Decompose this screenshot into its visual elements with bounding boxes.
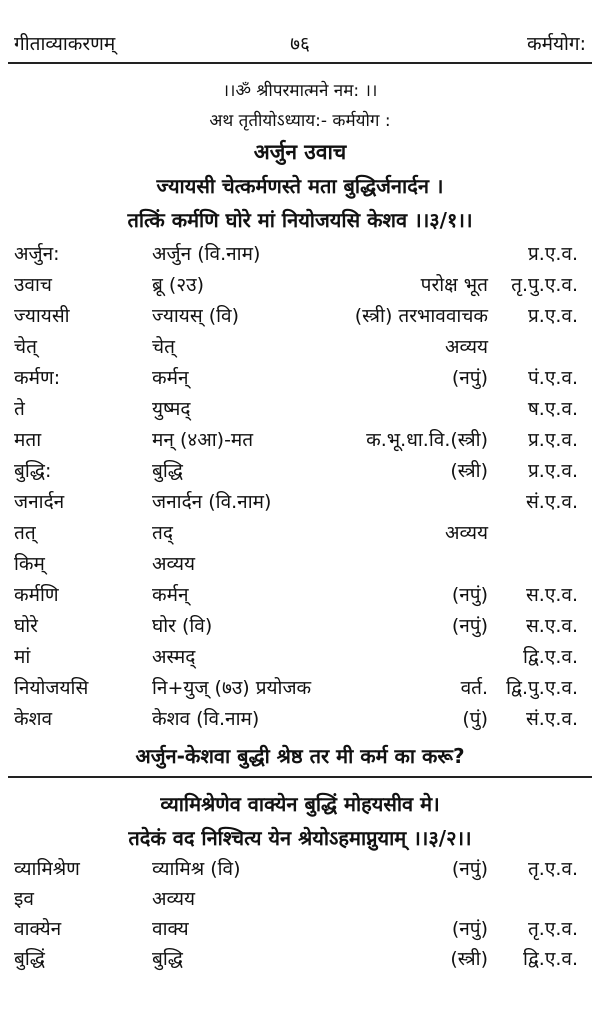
root-cell: घोर (वि) bbox=[152, 615, 213, 637]
verse-1-line-1: ज्यायसी चेत्कर्मणस्ते मता बुद्धिर्जनार्दन । bbox=[156, 174, 444, 198]
grammar-row bbox=[0, 945, 600, 975]
case-cell: तृ.ए.व. bbox=[527, 858, 578, 880]
word-cell: बुद्धि: bbox=[14, 460, 52, 482]
invocation: ।।ॐ श्रीपरमात्मने नम: ।। bbox=[222, 81, 378, 101]
root-cell: तद् bbox=[152, 522, 173, 544]
grammar-row bbox=[0, 364, 600, 394]
root-cell: युष्मद् bbox=[152, 398, 191, 420]
case-cell: स.ए.व. bbox=[525, 615, 578, 637]
grammar-row bbox=[0, 855, 600, 885]
word-cell: जनार्दन bbox=[14, 491, 65, 513]
root-cell: ब्रू (२उ) bbox=[152, 274, 205, 296]
word-cell: तत् bbox=[14, 522, 36, 544]
word-cell: वाक्येन bbox=[14, 918, 62, 940]
grammar-row bbox=[0, 674, 600, 704]
word-cell: चेत् bbox=[14, 336, 37, 358]
case-cell: प्र.ए.व. bbox=[527, 305, 578, 327]
grammar-row bbox=[0, 581, 600, 611]
word-cell: उवाच bbox=[14, 274, 52, 296]
commentary: अर्जुन-केशवा बुद्धी श्रेष्ठ तर मी कर्म का करू? bbox=[135, 744, 465, 768]
grammar-row bbox=[0, 395, 600, 425]
case-cell: प्र.ए.व. bbox=[527, 460, 578, 482]
grammar-row bbox=[0, 488, 600, 518]
root-cell: वाक्य bbox=[152, 918, 189, 940]
page-number: ७६ bbox=[290, 33, 310, 55]
root-cell: अर्जुन (वि.नाम) bbox=[152, 243, 261, 265]
verse-2-line-2: तदेकं वद निश्चित्य येन श्रेयोऽहमाप्नुयाम् ।।३/२।। bbox=[128, 826, 472, 850]
note-cell: (नपुं) bbox=[451, 615, 488, 637]
case-cell: द्वि.पु.ए.व. bbox=[506, 677, 578, 699]
word-cell: केशव bbox=[14, 708, 53, 730]
word-cell: कर्मण: bbox=[14, 367, 61, 389]
case-cell: सं.ए.व. bbox=[525, 708, 578, 730]
grammar-row bbox=[0, 302, 600, 332]
word-cell: बुद्धिं bbox=[14, 948, 45, 970]
note-cell: क.भू.धा.वि.(स्त्री) bbox=[366, 429, 488, 451]
case-cell: द्वि.ए.व. bbox=[522, 948, 578, 970]
chapter-name: कर्मयोग: bbox=[527, 33, 586, 55]
root-cell: जनार्दन (वि.नाम) bbox=[152, 491, 272, 513]
word-cell: ते bbox=[14, 398, 25, 420]
grammar-row bbox=[0, 915, 600, 945]
root-cell: मन् (४आ)-मत bbox=[152, 429, 254, 451]
root-cell: अव्यय bbox=[152, 888, 196, 910]
case-cell: द्वि.ए.व. bbox=[522, 646, 578, 668]
word-cell: ज्यायसी bbox=[14, 305, 70, 327]
note-cell: अव्यय bbox=[444, 336, 488, 358]
root-cell: केशव (वि.नाम) bbox=[152, 708, 260, 730]
running-head bbox=[14, 30, 586, 60]
grammar-row bbox=[0, 426, 600, 456]
case-cell: सं.ए.व. bbox=[525, 491, 578, 513]
word-cell: व्यामिश्रेण bbox=[14, 858, 80, 880]
grammar-row bbox=[0, 457, 600, 487]
word-cell: कर्मणि bbox=[14, 584, 59, 606]
book-title: गीताव्याकरणम् bbox=[14, 33, 116, 55]
case-cell: तृ.ए.व. bbox=[527, 918, 578, 940]
root-cell: अस्मद् bbox=[152, 646, 196, 668]
section-rule bbox=[8, 776, 592, 778]
case-cell: प्र.ए.व. bbox=[527, 429, 578, 451]
root-cell: कर्मन् bbox=[152, 367, 189, 389]
note-cell: वर्त. bbox=[460, 677, 488, 699]
note-cell: परोक्ष भूत bbox=[420, 274, 488, 296]
note-cell: (पुं) bbox=[462, 708, 488, 730]
word-cell: नियोजयसि bbox=[14, 677, 89, 699]
word-cell: मां bbox=[14, 646, 31, 668]
case-cell: तृ.पु.ए.व. bbox=[511, 274, 578, 296]
case-cell: पं.ए.व. bbox=[528, 367, 578, 389]
note-cell: (स्त्री) bbox=[450, 460, 488, 482]
speaker-heading: अर्जुन उवाच bbox=[253, 140, 347, 164]
word-cell: अर्जुन: bbox=[14, 243, 60, 265]
root-cell: कर्मन् bbox=[152, 584, 189, 606]
word-cell: इव bbox=[14, 888, 34, 910]
chapter-title: अथ तृतीयोऽध्याय:- कर्मयोग : bbox=[209, 111, 391, 131]
word-cell: मता bbox=[14, 429, 42, 451]
grammar-row bbox=[0, 240, 600, 270]
grammar-row bbox=[0, 612, 600, 642]
verse-2-line-1: व्यामिश्रेणेव वाक्येन बुद्धिं मोहयसीव मे। bbox=[160, 792, 440, 816]
note-cell: (नपुं) bbox=[451, 918, 488, 940]
note-cell: (स्त्री) तरभाववाचक bbox=[354, 305, 488, 327]
grammar-row bbox=[0, 550, 600, 580]
grammar-row bbox=[0, 705, 600, 735]
root-cell: ज्यायस् (वि) bbox=[152, 305, 240, 327]
grammar-row bbox=[0, 271, 600, 301]
case-cell: प्र.ए.व. bbox=[527, 243, 578, 265]
verse-1-line-2: तत्किं कर्मणि घोरे मां नियोजयसि केशव ।।३/१।। bbox=[127, 208, 473, 232]
case-cell: स.ए.व. bbox=[525, 584, 578, 606]
grammar-row bbox=[0, 885, 600, 915]
grammar-row bbox=[0, 643, 600, 673]
note-cell: (नपुं) bbox=[451, 367, 488, 389]
note-cell: (नपुं) bbox=[451, 858, 488, 880]
root-cell: बुद्धि bbox=[152, 460, 183, 482]
word-cell: किम् bbox=[14, 553, 45, 575]
root-cell: नि+युज् (७उ) प्रयोजक bbox=[152, 677, 312, 699]
note-cell: (स्त्री) bbox=[450, 948, 488, 970]
root-cell: व्यामिश्र (वि) bbox=[152, 858, 241, 880]
note-cell: अव्यय bbox=[444, 522, 488, 544]
note-cell: (नपुं) bbox=[451, 584, 488, 606]
root-cell: बुद्धि bbox=[152, 948, 183, 970]
root-cell: चेत् bbox=[152, 336, 175, 358]
header-rule bbox=[8, 62, 592, 64]
word-cell: घोरे bbox=[14, 615, 38, 637]
grammar-row bbox=[0, 333, 600, 363]
case-cell: ष.ए.व. bbox=[527, 398, 578, 420]
grammar-row bbox=[0, 519, 600, 549]
root-cell: अव्यय bbox=[152, 553, 196, 575]
